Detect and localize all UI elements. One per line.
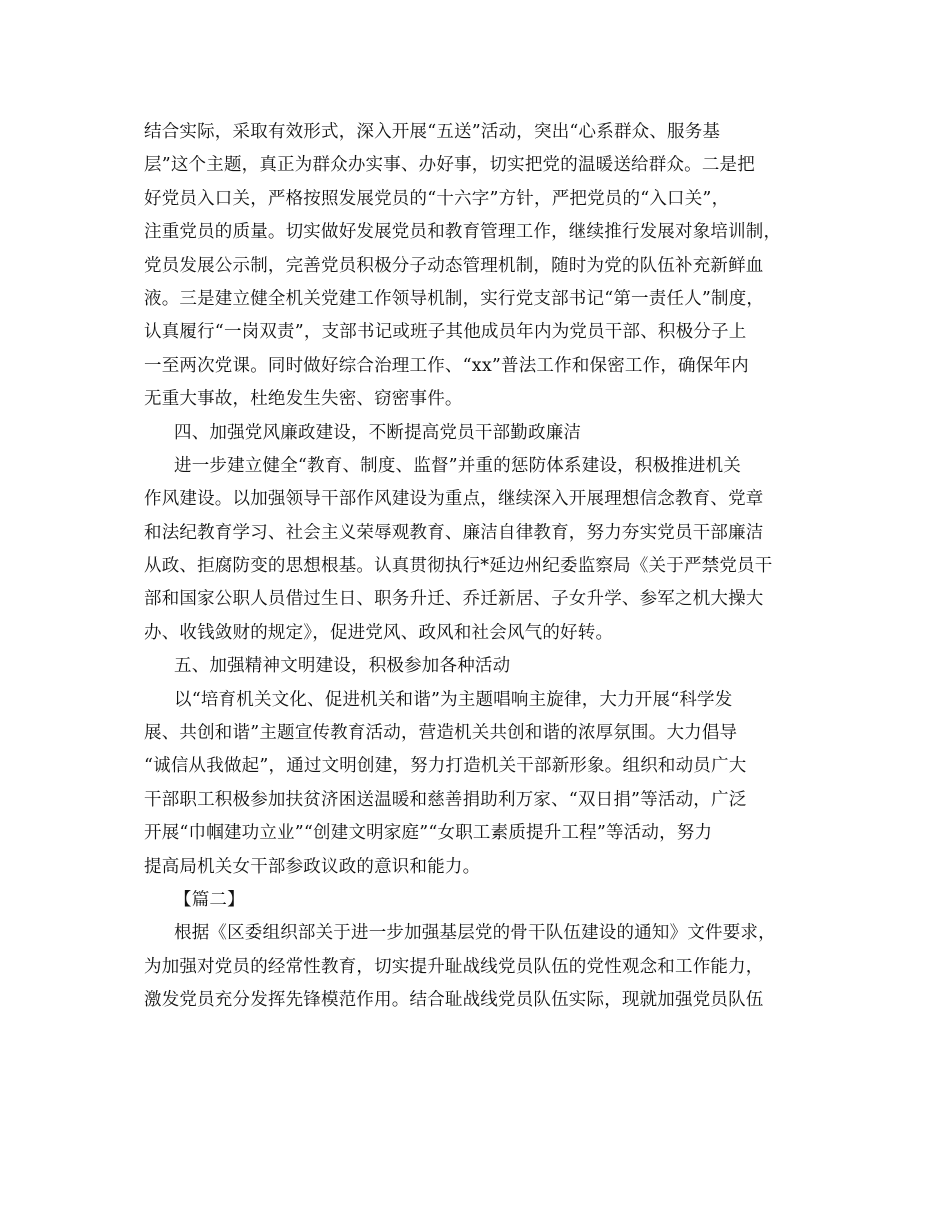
text-line: 党员发展公示制，完善党员积极分子动态管理机制，随时为党的队伍补充新鲜血 (144, 255, 764, 276)
section-heading: 四、加强党风廉政建设，不断提高党员干部勤政廉洁 (174, 422, 582, 443)
text-line: 认真履行“一岗双责”，支部书记或班子其他成员年内为党员干部、积极分子上 (144, 322, 747, 343)
text-line: 层”这个主题，真正为群众办实事、办好事，切实把党的温暖送给群众。二是把 (144, 155, 755, 176)
text-line: 液。三是建立健全机关党建工作领导机制，实行党支部书记“第一责任人”制度， (144, 288, 765, 309)
text-line: 无重大事故，杜绝发生失密、窃密事件。 (144, 389, 463, 410)
text-line: 结合实际，采取有效形式，深入开展“五送”活动，突出“心系群众、服务基 (144, 122, 721, 142)
text-line: 和法纪教育学习、社会主义荣辱观教育、廉洁自律教育，努力夯实党员干部廉洁 (144, 522, 764, 543)
text-line: 办、收钱敛财的规定》，促进党风、政风和社会风气的好转。 (144, 622, 614, 643)
paragraph-first-line: 根据《区委组织部关于进一步加强基层党的骨干队伍建设的通知》文件要求， (174, 923, 776, 944)
document-page (144, 116, 808, 1018)
text-line: 好党员入口关，严格按照发展党员的“十六字”方针，严把党员的“入口关”， (144, 188, 730, 209)
text-line: 激发党员充分发挥先锋模范作用。结合耻战线党员队伍实际，现就加强党员队伍 (144, 990, 764, 1011)
text-line: 展、共创和谐”主题宣传教育活动，营造机关共创和谐的浓厚氛围。大力倡导 (144, 723, 738, 744)
text-line: 部和国家公职人员借过生日、职务升迁、乔迁新居、子女升学、参军之机大操大 (144, 589, 764, 610)
text-line: 作风建设。以加强领导干部作风建设为重点，继续深入开展理想信念教育、党章 (144, 489, 764, 510)
text-line: 开展“巾帼建功立业”“创建文明家庭”“女职工素质提升工程”等活动，努力 (144, 823, 713, 844)
text-line: 从政、拒腐防变的思想根基。认真贯彻执行*延边州纪委监察局《关于严禁党员干 (144, 556, 773, 577)
text-line: 一至两次党课。同时做好综合治理工作、“xx”普法工作和保密工作，确保年内 (144, 355, 749, 376)
paragraph-first-line: 进一步建立健全“教育、制度、监督”并重的惩防体系建设，积极推进机关 (174, 455, 741, 476)
text-line: 为加强对党员的经常性教育，切实提升耻战线党员队伍的党性观念和工作能力， (144, 956, 764, 977)
text-line: 注重党员的质量。切实做好发展党员和教育管理工作，继续推行发展对象培训制， (144, 222, 782, 243)
text-line: 干部职工积极参加扶贫济困送温暖和慈善捐助利万家、“双日捐”等活动，广泛 (144, 789, 747, 810)
section-heading: 五、加强精神文明建设，积极参加各种活动 (174, 656, 511, 677)
paragraph-first-line: 以“培育机关文化、促进机关和谐”为主题唱响主旋律，大力开展“科学发 (174, 689, 733, 710)
part-heading: 【篇二】 (174, 889, 245, 910)
text-line: “诚信从我做起”，通过文明创建，努力打造机关干部新形象。组织和动员广大 (144, 756, 747, 777)
text-line: 提高局机关女干部参政议政的意识和能力。 (144, 856, 481, 877)
